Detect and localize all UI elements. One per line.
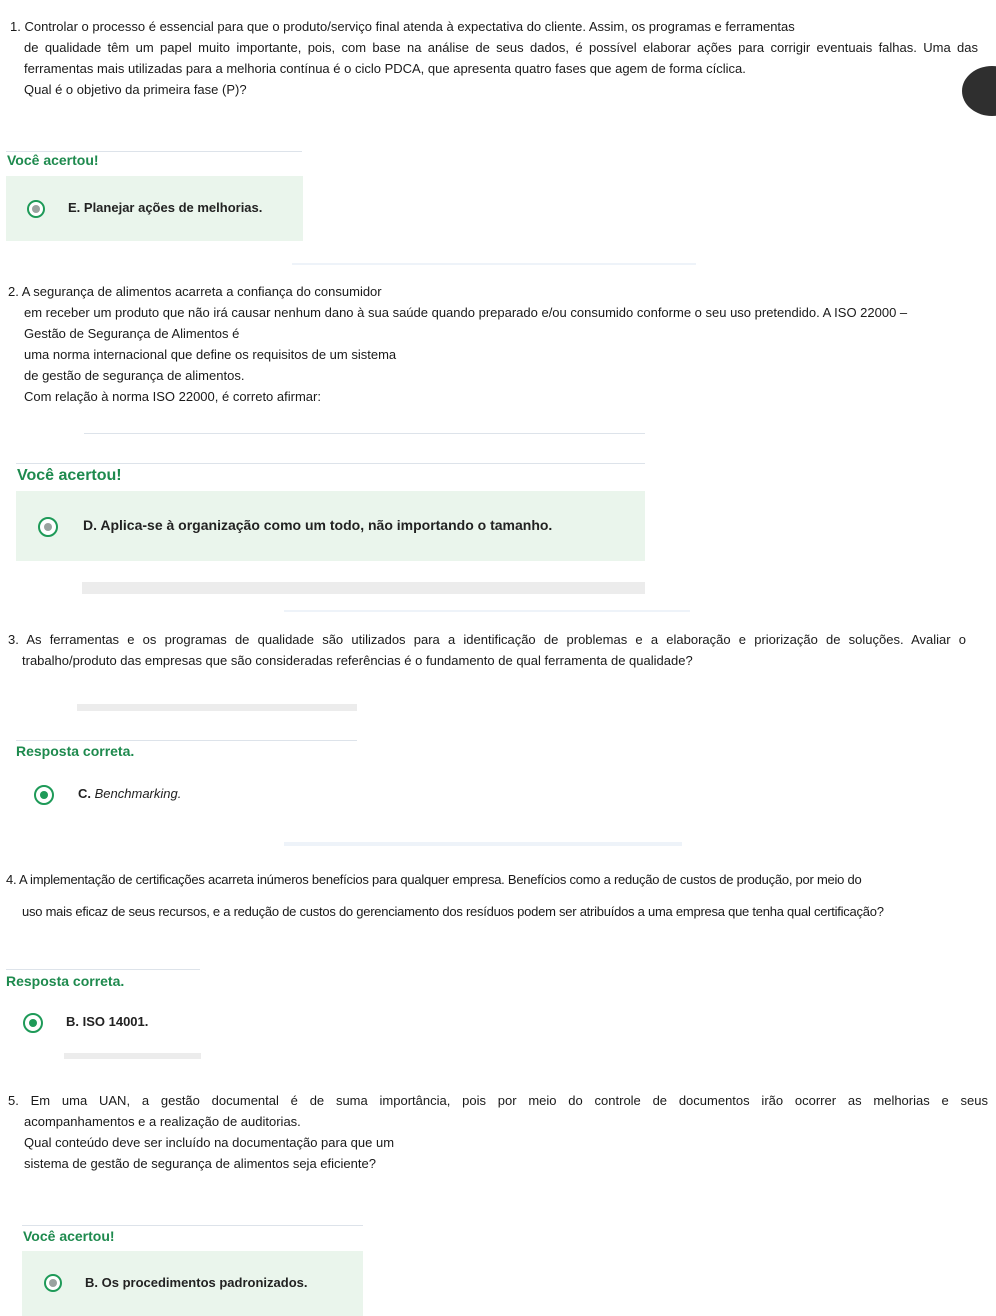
radio-selected-icon[interactable]: [44, 1274, 62, 1292]
radio-selected-icon[interactable]: [27, 200, 45, 218]
answer-text-1: E. Planejar ações de melhorias.: [68, 200, 263, 215]
answer-text-5: B. Os procedimentos padronizados.: [85, 1275, 308, 1290]
answer-text-3: [78, 786, 181, 801]
section-divider: [292, 263, 696, 265]
question-2-text-line-2: em receber um produto que não irá causar nenhum dano à sua saúde quando preparado e/ou consumido conforme o seu uso pretendido. A ISO 22000 –: [24, 305, 908, 320]
placeholder-bar: [82, 582, 645, 594]
answer-prefix: C.: [78, 786, 91, 801]
question-1-text-line-3: ferramentas mais utilizadas para a melhoria contínua é o ciclo PDCA, que apresenta quatro fases que agem de forma cíclica.: [24, 61, 746, 76]
question-4-text-line-1: 4. A implementação de certificações acarreta inúmeros benefícios para qualquer empresa. Benefícios como a redução de custos de produção, por meio do: [6, 872, 862, 887]
radio-selected-icon[interactable]: [34, 785, 54, 805]
question-1-text-line-2: de qualidade têm um papel muito importante, pois, com base na análise de seus dados, é possível elaborar ações para corrigir eventuais falhas. Uma das: [24, 40, 978, 55]
question-2-text-line-6: Com relação à norma ISO 22000, é correto afirmar:: [24, 389, 321, 404]
feedback-correct-3: Resposta correta.: [16, 743, 135, 759]
question-2-text-line-5: de gestão de segurança de alimentos.: [24, 368, 245, 383]
question-1-text-line-1: 1. Controlar o processo é essencial para que o produto/serviço final atenda à expectativa do cliente. Assim, os programas e ferramentas: [10, 19, 795, 34]
placeholder-bar: [64, 1053, 201, 1059]
divider: [22, 1225, 363, 1226]
radio-selected-icon[interactable]: [23, 1013, 43, 1033]
placeholder-bar: [77, 704, 357, 711]
answer-box-1: [6, 176, 303, 241]
question-2-text-line-3: Gestão de Segurança de Alimentos é: [24, 326, 240, 341]
feedback-correct-2: Você acertou!: [17, 467, 122, 484]
question-3-text-line-2: trabalho/produto das empresas que são consideradas referências é o fundamento de qual ferramenta de qualidade?: [22, 653, 693, 668]
feedback-correct-1: Você acertou!: [7, 152, 99, 168]
feedback-correct-4: Resposta correta.: [6, 973, 125, 989]
answer-text-2: D. Aplica-se à organização como um todo, não importando o tamanho.: [83, 517, 553, 533]
question-4-text-line-2: uso mais eficaz de seus recursos, e a redução de custos do gerenciamento dos resíduos podem ser atribuídos a uma empresa que tenha qual certificação?: [22, 904, 884, 919]
answer-box-2: [16, 491, 645, 561]
answer-box-5: [22, 1251, 363, 1316]
question-2-text-line-1: 2. A segurança de alimentos acarreta a confiança do consumidor: [8, 284, 382, 299]
divider: [16, 463, 645, 464]
question-5-text-line-3: Qual conteúdo deve ser incluído na documentação para que um: [24, 1135, 395, 1150]
answer-italic: Benchmarking.: [94, 786, 182, 801]
question-1-text-line-4: Qual é o objetivo da primeira fase (P)?: [24, 82, 247, 97]
floating-action-button[interactable]: [962, 66, 996, 116]
question-5-text-line-1: 5. Em uma UAN, a gestão documental é de suma importância, pois por meio do controle de documentos irão ocorrer as melhorias e seus: [8, 1093, 988, 1108]
feedback-correct-5: Você acertou!: [23, 1228, 115, 1244]
question-5-text-line-2: acompanhamentos e a realização de auditorias.: [24, 1114, 301, 1129]
divider: [6, 969, 200, 970]
section-divider: [284, 842, 682, 846]
question-3-text-line-1: 3. As ferramentas e os programas de qualidade são utilizados para a identificação de problemas e a elaboração e priorização de soluções. Avaliar o: [8, 632, 966, 647]
section-divider: [284, 610, 690, 612]
radio-selected-icon[interactable]: [38, 517, 58, 537]
answer-text-4: B. ISO 14001.: [66, 1014, 149, 1029]
question-5-text-line-4: sistema de gestão de segurança de alimentos seja eficiente?: [24, 1156, 376, 1171]
divider: [84, 433, 645, 434]
divider: [16, 740, 357, 741]
question-2-text-line-4: uma norma internacional que define os requisitos de um sistema: [24, 347, 397, 362]
